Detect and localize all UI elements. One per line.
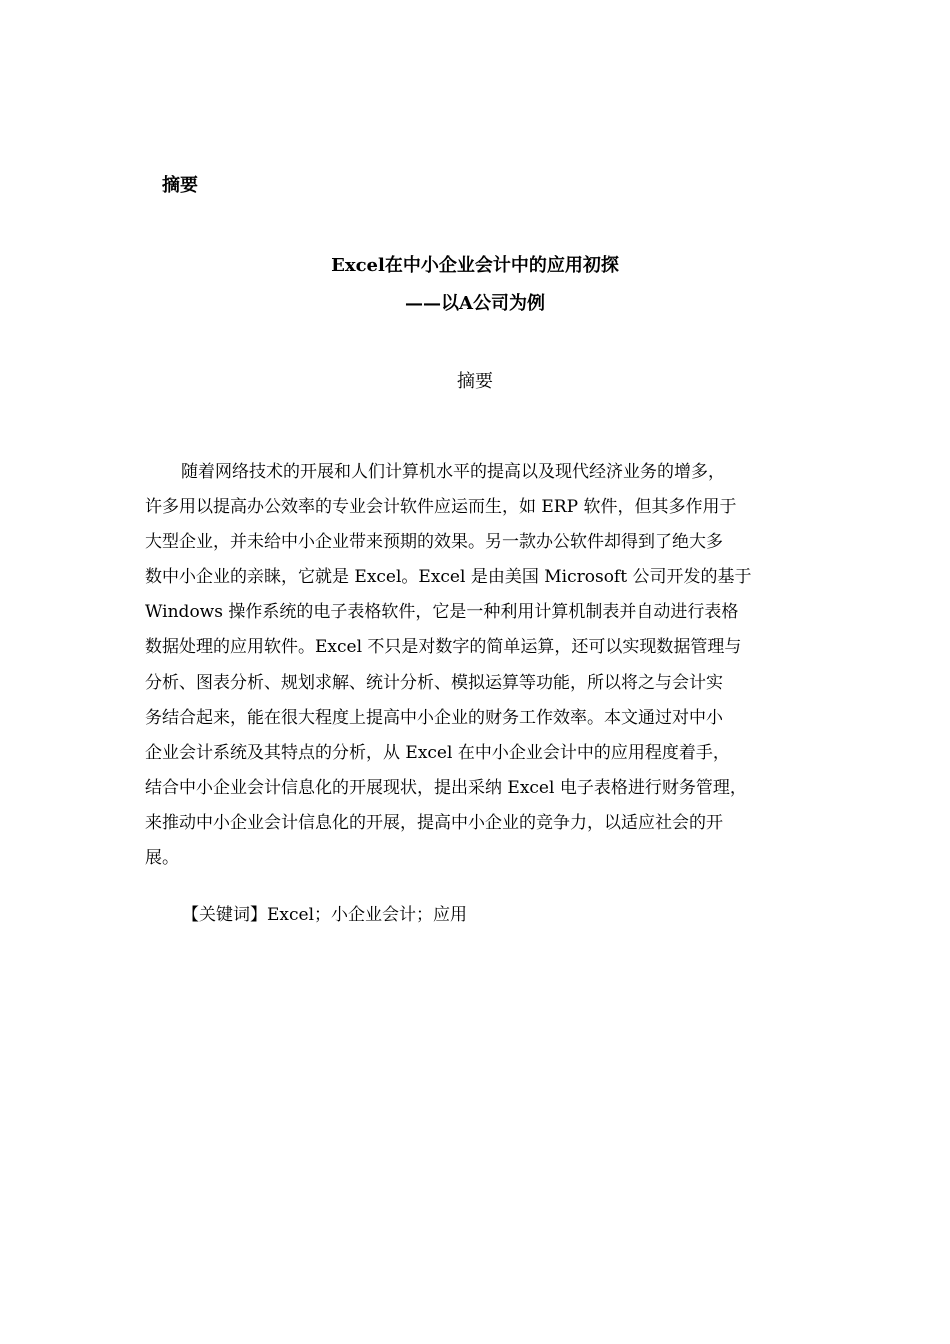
- abstract-line: 许多用以提高办公效率的专业会计软件应运而生，如 ERP 软件，但其多作用于: [145, 497, 737, 518]
- abstract-line: 展。: [145, 848, 179, 869]
- abstract-body: [145, 455, 820, 876]
- abstract-line: 数中小企业的亲睐，它就是 Excel。Excel 是由美国 Microsoft 公司开发的基于: [145, 567, 752, 588]
- abstract-line: 数据处理的应用软件。Excel 不只是对数字的简单运算，还可以实现数据管理与: [145, 637, 742, 658]
- abstract-line: 随着网络技术的开展和人们计算机水平的提高以及现代经济业务的增多，: [181, 462, 725, 482]
- abstract-label: 摘要: [457, 371, 493, 392]
- keywords-line: 【关键词】Excel；小企业会计；应用: [182, 905, 468, 925]
- abstract-line: 分析、图表分析、规划求解、统计分析、模拟运算等功能，所以将之与会计实: [145, 672, 723, 693]
- abstract-line: 结合中小企业会计信息化的开展现状，提出采纳 Excel 电子表格进行财务管理，: [145, 777, 747, 798]
- abstract-line: Windows 操作系统的电子表格软件，它是一种利用计算机制表并自动进行表格: [145, 602, 739, 623]
- document-subtitle: ——以A公司为例: [405, 293, 545, 314]
- abstract-line: 大型企业，并未给中小企业带来预期的效果。另一款办公软件却得到了绝大多: [145, 532, 723, 553]
- document-title: Excel在中小企业会计中的应用初探: [331, 255, 619, 276]
- section-heading: 摘要: [162, 175, 198, 196]
- abstract-line: 务结合起来，能在很大程度上提高中小企业的财务工作效率。本文通过对中小: [145, 707, 723, 728]
- abstract-line: 来推动中小企业会计信息化的开展，提高中小企业的竞争力，以适应社会的开: [145, 812, 723, 833]
- abstract-line: 企业会计系统及其特点的分析，从 Excel 在中小企业会计中的应用程度着手，: [145, 742, 730, 763]
